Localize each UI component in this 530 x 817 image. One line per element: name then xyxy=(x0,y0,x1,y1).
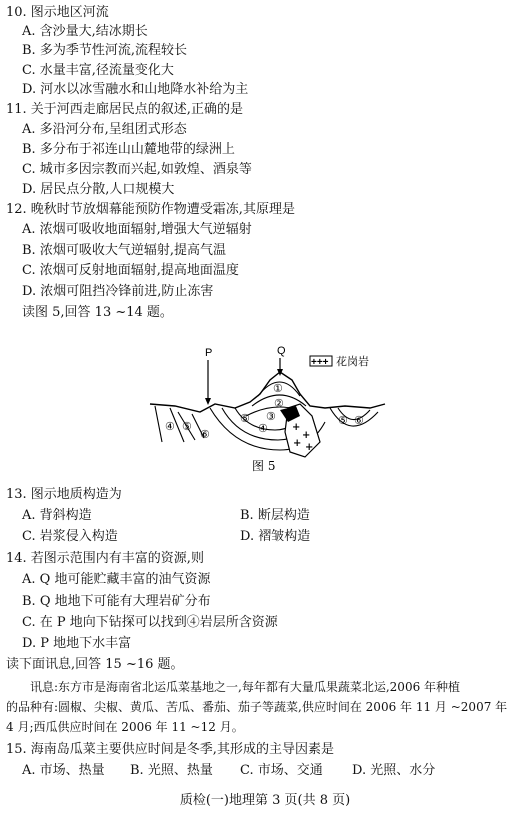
q12-option-c: C. 浓烟可反射地面辐射,提高地面温度 xyxy=(22,263,239,278)
layer-label-5-left: ⑤ xyxy=(182,420,192,433)
q11-option-a: A. 多沿河分布,呈组团式形态 xyxy=(22,122,187,137)
q15-option-b: B. 光照、热量 xyxy=(130,763,213,778)
layer-label-5-right: ⑤ xyxy=(338,414,348,427)
q14-option-c: C. 在 P 地向下钻探可以找到④岩层所含资源 xyxy=(22,615,278,630)
legend-granite-text: 花岗岩 xyxy=(336,355,369,368)
q11-option-b: B. 多分布于祁连山山麓地带的绿洲上 xyxy=(22,142,235,157)
granite-plus-4: + xyxy=(305,442,314,453)
legend-granite-symbol: +++ xyxy=(311,357,329,368)
q10-option-c: C. 水量丰富,径流量变化大 xyxy=(22,63,174,78)
q14-option-a: A. Q 地可能贮藏丰富的油气资源 xyxy=(22,572,211,587)
geologic-cross-section-figure xyxy=(140,342,390,472)
q10-option-a: A. 含沙量大,结冰期长 xyxy=(22,24,148,39)
q13-option-d: D. 褶皱构造 xyxy=(240,529,311,544)
ground-surface-line xyxy=(150,372,385,412)
figure-caption: 图 5 xyxy=(252,459,276,472)
layer-label-3: ③ xyxy=(266,410,276,423)
arrow-p-head xyxy=(205,398,211,405)
q14-option-b: B. Q 地地下可能有大理岩矿分布 xyxy=(22,594,211,609)
q14-option-d: D. P 地地下水丰富 xyxy=(22,636,132,651)
granite-plus-3: + xyxy=(293,438,302,449)
q13-option-a: A. 背斜构造 xyxy=(22,508,92,523)
q10-option-d: D. 河水以冰雪融水和山地降水补给为主 xyxy=(22,82,249,97)
q12-option-a: A. 浓烟可吸收地面辐射,增强大气逆辐射 xyxy=(22,222,252,237)
q15-option-a: A. 市场、热量 xyxy=(22,763,105,778)
layer-label-6-right: ⑥ xyxy=(354,414,364,427)
intro-15-16: 读下面讯息,回答 15 ~16 题。 xyxy=(6,657,184,672)
q10-option-b: B. 多为季节性河流,流程较长 xyxy=(22,43,187,58)
question-13-stem: 13. 图示地质构造为 xyxy=(6,487,122,502)
q15-option-c: C. 市场、交通 xyxy=(240,763,323,778)
intro-13-14: 读图 5,回答 13 ~14 题。 xyxy=(22,305,173,320)
q12-option-b: B. 浓烟可吸收大气逆辐射,提高气温 xyxy=(22,243,226,258)
question-11-stem: 11. 关于河西走廊居民点的叙述,正确的是 xyxy=(6,102,243,117)
question-15-stem: 15. 海南岛瓜菜主要供应时间是冬季,其形成的主导因素是 xyxy=(6,742,334,757)
label-p: P xyxy=(205,347,213,359)
layer-label-1: ① xyxy=(273,382,283,395)
layer-label-5-mid: ⑤ xyxy=(240,412,250,425)
layer-label-2: ② xyxy=(274,397,284,410)
label-q: Q xyxy=(277,345,286,357)
page-footer: 质检(一)地理第 3 页(共 8 页) xyxy=(179,793,351,808)
q11-option-c: C. 城市多因宗教而兴起,如敦煌、酒泉等 xyxy=(22,162,252,177)
q12-option-d: D. 浓烟可阻挡冷锋前进,防止冻害 xyxy=(22,284,214,299)
layer-label-4: ④ xyxy=(258,422,268,435)
layer-label-4-left: ④ xyxy=(165,420,175,433)
info-line-3: 4 月;西瓜供应时间在 2006 年 11 ~12 月。 xyxy=(6,720,244,734)
q11-option-d: D. 居民点分散,人口规模大 xyxy=(22,182,175,197)
layer-label-6-left: ⑥ xyxy=(200,428,210,441)
question-14-stem: 14. 若图示范围内有丰富的资源,则 xyxy=(6,551,204,566)
question-10-stem: 10. 图示地区河流 xyxy=(6,5,109,20)
info-line-1: 讯息:东方市是海南省北运瓜菜基地之一,每年都有大量瓜果蔬菜北运,2006 年种植 xyxy=(30,680,461,694)
q15-option-d: D. 光照、水分 xyxy=(352,763,436,778)
q13-option-b: B. 断层构造 xyxy=(240,508,310,523)
granite-plus-2: + xyxy=(302,430,311,441)
granite-plus-1: + xyxy=(292,422,301,433)
q13-option-c: C. 岩浆侵入构造 xyxy=(22,529,118,544)
info-line-2: 的品种有:圆椒、尖椒、黄瓜、苦瓜、番茄、茄子等蔬菜,供应时间在 2006 年 11 月 ~2007 年 xyxy=(6,700,508,714)
question-12-stem: 12. 晚秋时节放烟幕能预防作物遭受霜冻,其原理是 xyxy=(6,202,295,217)
